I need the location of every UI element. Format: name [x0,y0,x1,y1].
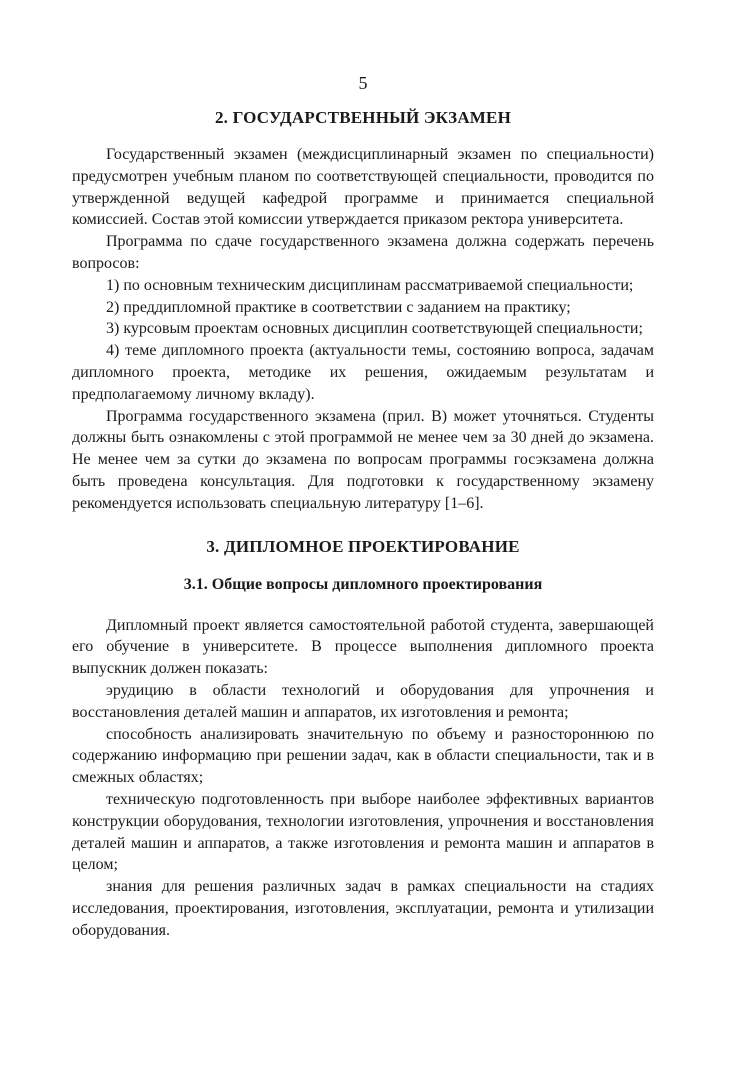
section-2-title: 2. ГОСУДАРСТВЕННЫЙ ЭКЗАМЕН [214,108,512,127]
list-item: способность анализировать значительную по объему и разностороннюю по содержанию информацию при решении задач, как в области специальности, так и в смежных областях; [72,725,654,787]
list-item: эрудицию в области технологий и оборудования для упрочнения и восстановления деталей машин и аппаратов, их изготовления и ремонта; [72,681,654,721]
section-3-body [72,615,654,942]
document-page [72,70,654,942]
paragraph: Государственный экзамен (междисциплинарный экзамен по специальности) предусмотрен учебным планом по соответствующей специальности, проводится по утвержденной ведущей кафедрой программе и принимается специальной комиссией. Состав этой комиссии утверждается приказом ректора университета. [72,146,654,229]
list-item: 2) преддипломной практике в соответствии с заданием на практику; [106,298,571,316]
section-3-title: 3. ДИПЛОМНОЕ ПРОЕКТИРОВАНИЕ [206,536,520,556]
list-item: 1) по основным техническим дисциплинам рассматриваемой специальности; [106,276,634,294]
list-item: техническую подготовленность при выборе наиболее эффективных вариантов конструкции оборудования, технологии изготовления, упрочнения и восстановления деталей машин и аппаратов, а также изготовления и ремонта машин и аппаратов в целом; [72,790,654,874]
section-2-body [72,144,654,515]
list-item: 3) курсовым проектам основных дисциплин соответствующей специальности; [106,320,643,338]
paragraph: Программа по сдаче государственного экзамена должна содержать перечень вопросов: [72,233,654,272]
list-item: 4) теме дипломного проекта (актуальности темы, состоянию вопроса, задачам дипломного проекта, методике их решения, ожидаемым результатам и предполагаемому личному вкладу). [72,342,654,403]
subsection-3-1-title: 3.1. Общие вопросы дипломного проектирования [183,575,543,593]
paragraph: Дипломный проект является самостоятельной работой студента, завершающей его обучение в университете. В процессе выполнения дипломного проекта выпускник должен показать: [72,616,654,678]
page-number: 5 [358,73,368,93]
list-item: знания для решения различных задач в рамках специальности на стадиях исследования, проектирования, изготовления, эксплуатации, ремонта и утилизации оборудования. [72,878,654,939]
paragraph: Программа государственного экзамена (прил. В) может уточняться. Студенты должны быть ознакомлены с этой программой не менее чем за 30 дней до экзамена. Не менее чем за сутки до экзамена по вопросам программы госэкзамена должна быть проведена консультация. Для подготовки к государственному экзамену рекомендуется использовать специальную литературу [1–6]. [72,407,654,512]
